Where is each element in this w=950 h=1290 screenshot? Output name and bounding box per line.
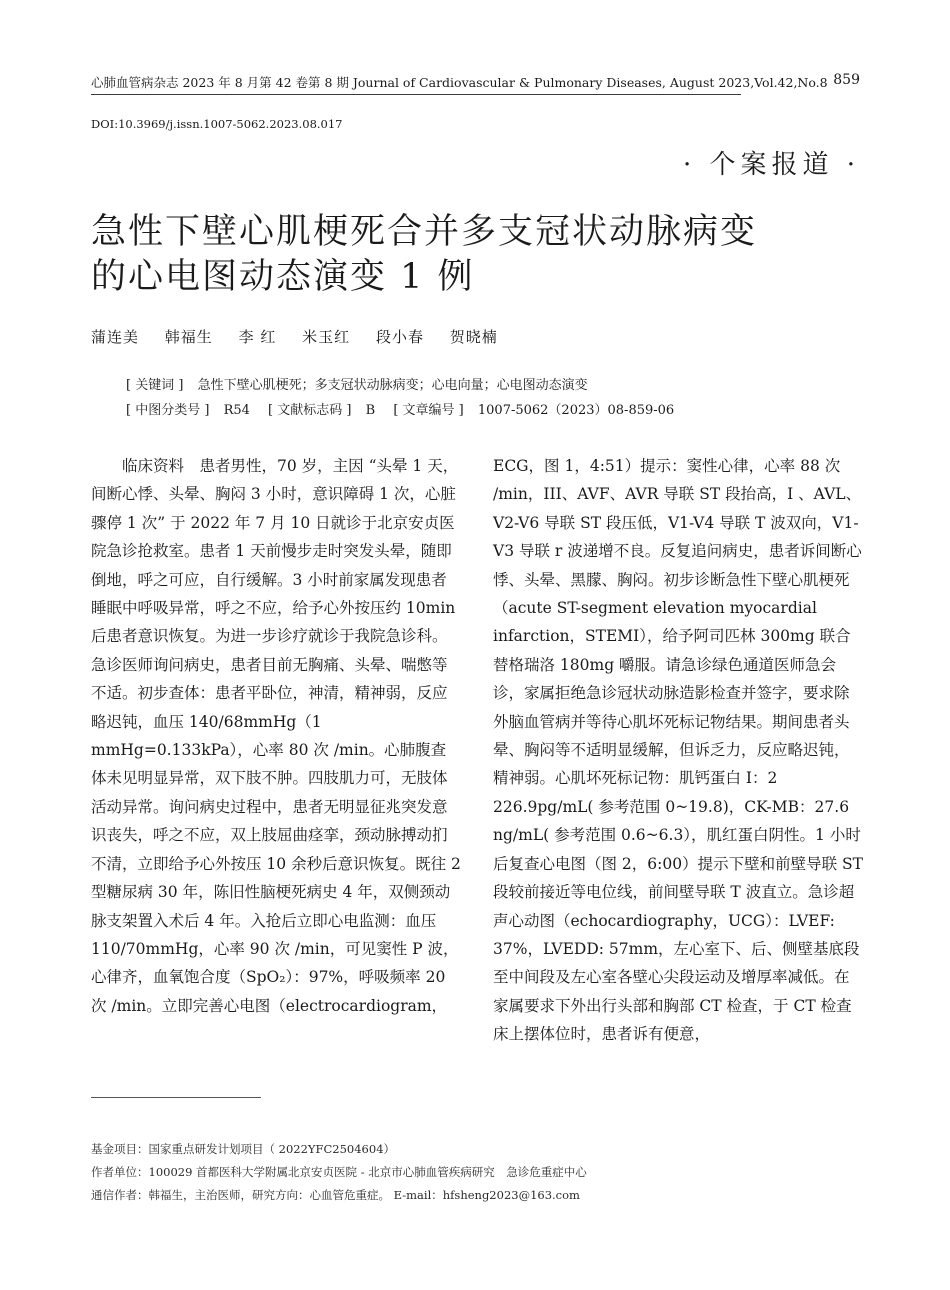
clc-label: [ 中图分类号 ] bbox=[126, 403, 210, 418]
body-column-right bbox=[493, 452, 863, 1049]
keywords bbox=[126, 376, 602, 396]
body-paragraph: 临床资料 患者男性，70 岁，主因 “头晕 1 天，间断心悸、头晕、胸闷 3 小时，意识障碍 1 次，心脏骤停 1 次” 于 2022 年 7 月 10 日就诊于北京安贞医院急诊抢救室。患者 1 天前慢步走时突发头晕，随即倒地，呼之可应，自行缓解。3 小时前家属发现患者睡眠中呼吸异常，呼之不应，给予心外按压约 10min 后患者意识恢复。为进一步诊疗就诊于我院急诊科。急诊医师询问病史，患者目前无胸痛、头晕、喘憋等不适。初步查体：患者平卧位，神清，精神弱，反应略迟钝，血压 140/68mmHg（1 mmHg=0.133kPa），心率 80 次 /min。心肺腹查体未见明显异常，双下肢不肿。四肢肌力可，无肢体活动异常。询问病史过程中，患者无明显征兆突发意识丧失，呼之不应，双上肢屈曲痉挛，颈动脉搏动扪不清，立即给予心外按压 10 余秒后意识恢复。既往 2 型糖尿病 30 年，陈旧性脑梗死病史 4 年，双侧颈动脉支架置入术后 4 年。入抢后立即心电监测：血压 110/70mmHg，心率 90 次 /min，可见窦性 P 波，心律齐，血氧饱合度（SpO₂）：97%，呼吸频率 20 次 /min。立即完善心电图（electrocardiogram， bbox=[91, 457, 461, 1015]
classification-line bbox=[126, 401, 688, 421]
body-column-left bbox=[91, 452, 461, 1020]
keywords-value: 急性下壁心肌梗死；多支冠状动脉病变；心电向量；心电图动态演变 bbox=[197, 378, 588, 393]
header-rule bbox=[91, 94, 741, 95]
running-head: 心肺血管病杂志 2023 年 8 月第 42 卷第 8 期 Journal of Cardiovascular & Pulmonary Diseases, August 2023,Vol.42,No.8 bbox=[91, 75, 828, 90]
author: 韩福生 bbox=[164, 328, 213, 346]
section-label: · 个案报道 · bbox=[682, 150, 860, 180]
footnote-rule bbox=[91, 1097, 261, 1098]
article-number-value: 1007-5062（2023）08-859-06 bbox=[477, 403, 675, 418]
doc-code-label: [ 文献标志码 ] bbox=[268, 403, 352, 418]
body-paragraph: ECG，图 1，4:51）提示：窦性心律，心率 88 次 /min，III、AVF、AVR 导联 ST 段抬高，I 、AVL、V2-V6 导联 ST 段压低，V1-V4 导联 T 波双向，V1-V3 导联 r 波递增不良。反复追问病史，患者诉间断心悸、头晕、黑朦、胸闷。初步诊断急性下壁心肌梗死（acute ST-segment elevation myocardial infarction，STEMI），给予阿司匹林 300mg 联合替格瑞洛 180mg 嚼服。请急诊绿色通道医师急会诊，家属拒绝急诊冠状动脉造影检查并签字，要求除外脑血管病并等待心肌坏死标记物结果。期间患者头晕、胸闷等不适明显缓解，但诉乏力，反应略迟钝，精神弱。心肌坏死标记物：肌钙蛋白 I：2 226.9pg/mL( 参考范围 0~19.8)，CK-MB：27.6 ng/mL( 参考范围 0.6~6.3），肌红蛋白阴性。1 小时后复查心电图（图 2，6:00）提示下壁和前壁导联 ST 段较前接近等电位线，前间壁导联 T 波直立。急诊超声心动图（echocardiography，UCG）：LVEF: 37%，LVEDD: 57mm，左心室下、后、侧壁基底段至中间段及左心室各壁心尖段运动及增厚率减低。在家属要求下外出行头部和胸部 CT 检查，于 CT 检查床上摆体位时，患者诉有便意， bbox=[493, 457, 863, 1044]
doi: DOI:10.3969/j.issn.1007-5062.2023.08.017 bbox=[91, 117, 343, 131]
doc-code-value: B bbox=[365, 403, 376, 418]
page-number: 859 bbox=[833, 72, 860, 88]
article-title bbox=[91, 210, 791, 300]
title-line-1: 急性下壁心肌梗死合并多支冠状动脉病变 bbox=[91, 212, 758, 252]
footnote-affiliation: 作者单位：100029 首都医科大学附属北京安贞医院 - 北京市心肺血管疾病研究 急诊危重症中心 bbox=[91, 1165, 587, 1179]
keywords-label: [ 关键词 ] bbox=[126, 378, 184, 393]
article-number-label: [ 文章编号 ] bbox=[393, 403, 464, 418]
author: 段小春 bbox=[375, 328, 424, 346]
clc-value: R54 bbox=[223, 403, 250, 418]
author: 贺晓楠 bbox=[449, 328, 498, 346]
author: 李 红 bbox=[238, 328, 277, 346]
footnote-fund: 基金项目：国家重点研发计划项目（ 2022YFC2504604） bbox=[91, 1142, 396, 1156]
footnote-corresponding: 通信作者：韩福生，主治医师，研究方向：心血管危重症。 E-mail：hfsheng2023@163.com bbox=[91, 1188, 580, 1202]
author: 米玉红 bbox=[302, 328, 351, 346]
author-list bbox=[91, 326, 518, 347]
title-line-2: 的心电图动态演变 1 例 bbox=[91, 257, 475, 297]
author: 蒲连美 bbox=[91, 328, 140, 346]
